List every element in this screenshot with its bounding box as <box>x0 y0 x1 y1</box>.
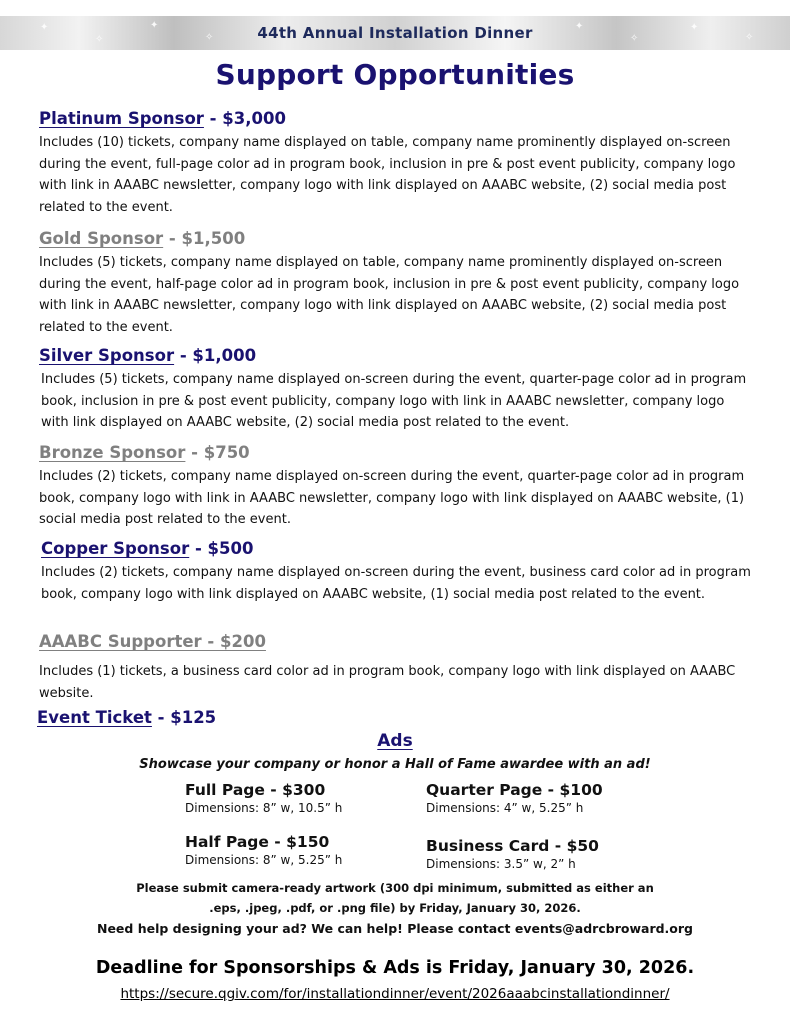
tier-name: Bronze Sponsor <box>39 443 186 462</box>
sparkle-icon: ✧ <box>95 34 104 45</box>
tier-event-ticket <box>37 707 752 729</box>
tier-description: Includes (10) tickets, company name displayed on table, company name prominently displayed on-screen during the event, full-page color ad in program book, inclusion in pre & post event publicity, company logo with link in AAABC newsletter, company logo with link displayed on AAABC website, (2) social media post related to the event. <box>39 135 736 215</box>
ad-half-page <box>185 833 342 868</box>
ad-name: Quarter Page - $100 <box>426 781 603 799</box>
artwork-instructions <box>120 878 670 918</box>
ad-dimensions: Dimensions: 4” w, 5.25” h <box>426 801 584 815</box>
ad-name: Business Card - $50 <box>426 837 599 855</box>
tier-heading <box>37 707 752 729</box>
help-contact: Need help designing your ad? We can help! Please contact events@adrcbroward.org <box>96 921 693 936</box>
tier-name: Gold Sponsor <box>39 229 164 248</box>
header-banner <box>0 16 790 50</box>
ad-full-page <box>185 781 342 816</box>
ad-dimensions: Dimensions: 8” w, 5.25” h <box>185 853 343 867</box>
sparkle-icon: ✧ <box>205 32 214 43</box>
ads-title: Ads <box>377 731 413 751</box>
tier-heading <box>39 108 754 130</box>
banner-title: 44th Annual Installation Dinner <box>257 24 533 42</box>
tier-price: - $125 <box>151 708 217 727</box>
ad-dimensions: Dimensions: 8” w, 10.5” h <box>185 801 343 815</box>
page-title: Support Opportunities <box>215 58 575 91</box>
tier-name: Silver Sponsor <box>39 346 175 365</box>
tier-supporter <box>39 631 754 704</box>
ad-name: Full Page - $300 <box>185 781 326 799</box>
tier-name: Copper Sponsor <box>41 539 190 558</box>
registration-link[interactable]: https://secure.qgiv.com/for/installationdinner/event/2026aaabcinstallationdinner/ <box>120 986 670 1002</box>
tier-heading <box>39 442 754 464</box>
deadline-notice: Deadline for Sponsorships & Ads is Friday, January 30, 2026. <box>95 958 695 978</box>
tier-description: Includes (1) tickets, a business card color ad in program book, company logo with link displayed on AAABC website. <box>39 664 736 701</box>
tier-description: Includes (5) tickets, company name displayed on table, company name prominently displayed on-screen during the event, half-page color ad in program book, inclusion in pre & post event publicity, company logo with link in AAABC newsletter, company logo with link displayed on AAABC website, (2) social media post related to the event. <box>39 255 740 335</box>
ad-business-card <box>426 837 599 872</box>
tier-description: Includes (5) tickets, company name displayed on-screen during the event, quarter-page color ad in program book, inclusion in pre & post event publicity, company logo with link in AAABC newsletter, company logo with link displayed on AAABC website, (2) social media post related to the event. <box>41 372 747 430</box>
tier-copper <box>41 538 756 605</box>
sparkle-icon: ✧ <box>630 33 639 44</box>
sparkle-icon: ✦ <box>690 22 699 33</box>
tier-description: Includes (2) tickets, company name displayed on-screen during the event, business card color ad in program book, company logo with link displayed on AAABC website, (1) social media post related to the event. <box>41 565 751 602</box>
tier-price: - $500 <box>189 539 254 558</box>
sparkle-icon: ✦ <box>150 20 159 31</box>
tier-gold <box>39 228 754 338</box>
ads-subtitle: Showcase your company or honor a Hall of Fame awardee with an ad! <box>139 757 651 772</box>
tier-heading <box>39 345 754 367</box>
tier-heading <box>41 538 756 560</box>
tier-name: Event Ticket <box>37 708 152 727</box>
tier-price: - $1,500 <box>163 229 246 248</box>
tier-name: AAABC Supporter - $200 <box>39 632 266 651</box>
ad-quarter-page <box>426 781 603 816</box>
tier-price: - $750 <box>185 443 250 462</box>
tier-price: - $3,000 <box>203 109 286 128</box>
tier-name: Platinum Sponsor <box>39 109 204 128</box>
sparkle-icon: ✧ <box>745 32 754 43</box>
ad-dimensions: Dimensions: 3.5” w, 2” h <box>426 857 576 871</box>
sparkle-icon: ✦ <box>40 22 49 33</box>
tier-platinum <box>39 108 754 218</box>
sparkle-icon: ✦ <box>575 21 584 32</box>
tier-silver <box>39 345 754 434</box>
tier-heading <box>39 631 754 653</box>
ad-name: Half Page - $150 <box>185 833 330 851</box>
tier-price: - $1,000 <box>174 346 257 365</box>
tier-description: Includes (2) tickets, company name displayed on-screen during the event, quarter-page color ad in program book, company logo with link in AAABC newsletter, company logo with link displayed on AAABC website, (1) social media post related to the event. <box>39 469 745 527</box>
tier-bronze <box>39 442 754 531</box>
artwork-line: Please submit camera-ready artwork (300 dpi minimum, submitted as either an <box>136 881 654 895</box>
artwork-line: .eps, .jpeg, .pdf, or .png file) by Friday, January 30, 2026. <box>209 901 581 915</box>
tier-heading <box>39 228 754 250</box>
